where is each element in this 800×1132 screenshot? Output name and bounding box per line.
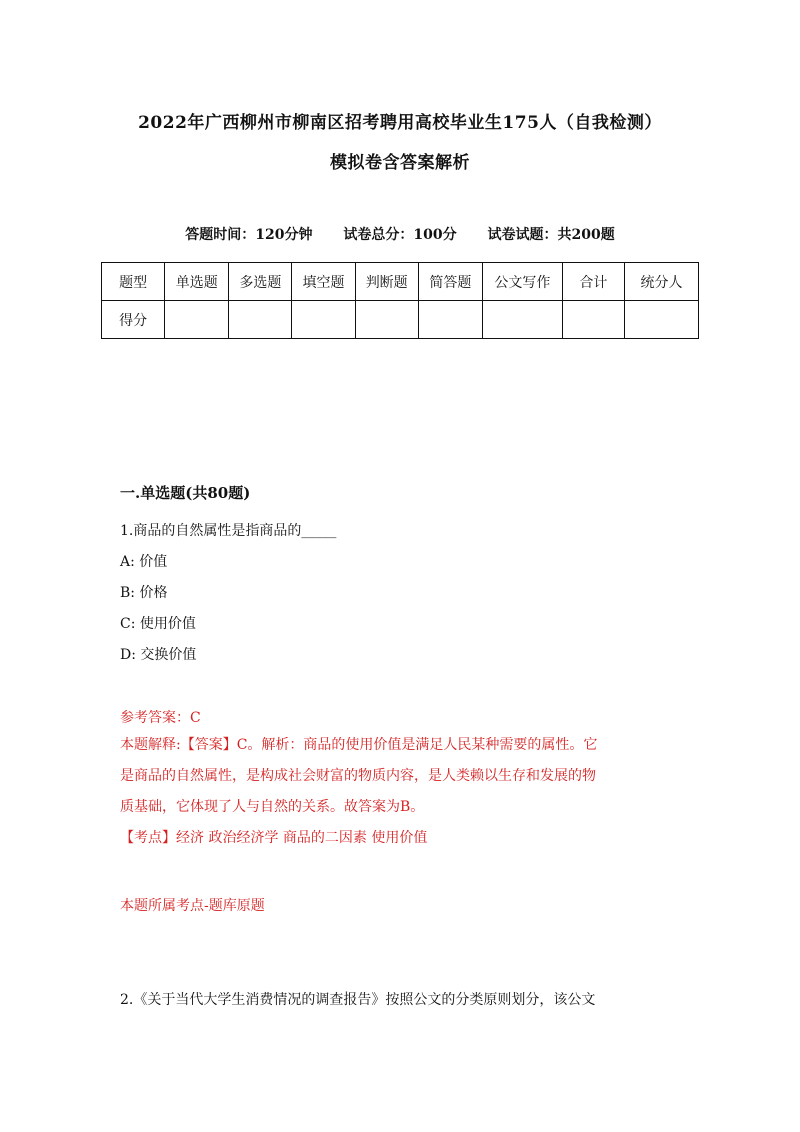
question-1-source: 本题所属考点-题库原题 <box>120 898 265 914</box>
question-1-option-c: C: 使用价值 <box>120 616 196 632</box>
question-1-option-d: D: 交换价值 <box>120 647 197 663</box>
question-1-option-a: A: 价值 <box>120 554 168 570</box>
document-title-line-1: 2022年广西柳州市柳南区招考聘用高校毕业生175人（自我检测） <box>138 113 662 133</box>
score-header-cell: 题型 <box>102 263 165 301</box>
score-cell <box>292 301 355 339</box>
score-cell <box>229 301 292 339</box>
score-header-cell: 合计 <box>562 263 624 301</box>
question-1-stem: 1.商品的自然属性是指商品的_____ <box>120 523 337 539</box>
question-2-stem: 2.《关于当代大学生消费情况的调查报告》按照公文的分类原则划分，该公文 <box>120 992 596 1008</box>
exam-time: 答题时间：120分钟 <box>185 227 313 243</box>
score-row-label: 得分 <box>102 301 165 339</box>
score-header-cell: 多选题 <box>229 263 292 301</box>
question-1-explanation <box>120 730 680 854</box>
score-header-cell: 公文写作 <box>482 263 562 301</box>
exam-question-count: 试卷试题：共200题 <box>487 227 615 243</box>
score-header-cell: 单选题 <box>165 263 229 301</box>
section-heading: 一.单选题(共80题) <box>120 484 251 502</box>
score-header-cell: 判断题 <box>355 263 418 301</box>
score-header-cell: 简答题 <box>418 263 482 301</box>
exam-total-score: 试卷总分：100分 <box>343 227 457 243</box>
explanation-line: 本题解释:【答案】C。解析：商品的使用价值是满足人民某种需要的属性。它 <box>120 737 598 753</box>
question-1-keypoint: 【考点】经济 政治经济学 商品的二因素 使用价值 <box>120 830 428 846</box>
score-cell <box>165 301 229 339</box>
score-table <box>101 262 699 339</box>
score-cell <box>624 301 698 339</box>
question-1-option-b: B: 价格 <box>120 585 168 601</box>
score-cell <box>418 301 482 339</box>
score-cell <box>355 301 418 339</box>
score-table-header-row <box>102 263 699 301</box>
score-header-cell: 填空题 <box>292 263 355 301</box>
score-cell <box>482 301 562 339</box>
exam-meta <box>0 224 800 244</box>
document-title-line-2: 模拟卷含答案解析 <box>330 153 470 173</box>
explanation-line: 是商品的自然属性，是构成社会财富的物质内容，是人类赖以生存和发展的物 <box>120 768 596 784</box>
explanation-line: 质基础，它体现了人与自然的关系。故答案为B。 <box>120 799 425 815</box>
score-header-cell: 统分人 <box>624 263 698 301</box>
score-cell <box>562 301 624 339</box>
question-1-answer: 参考答案：C <box>120 710 201 726</box>
score-table-score-row <box>102 301 699 339</box>
